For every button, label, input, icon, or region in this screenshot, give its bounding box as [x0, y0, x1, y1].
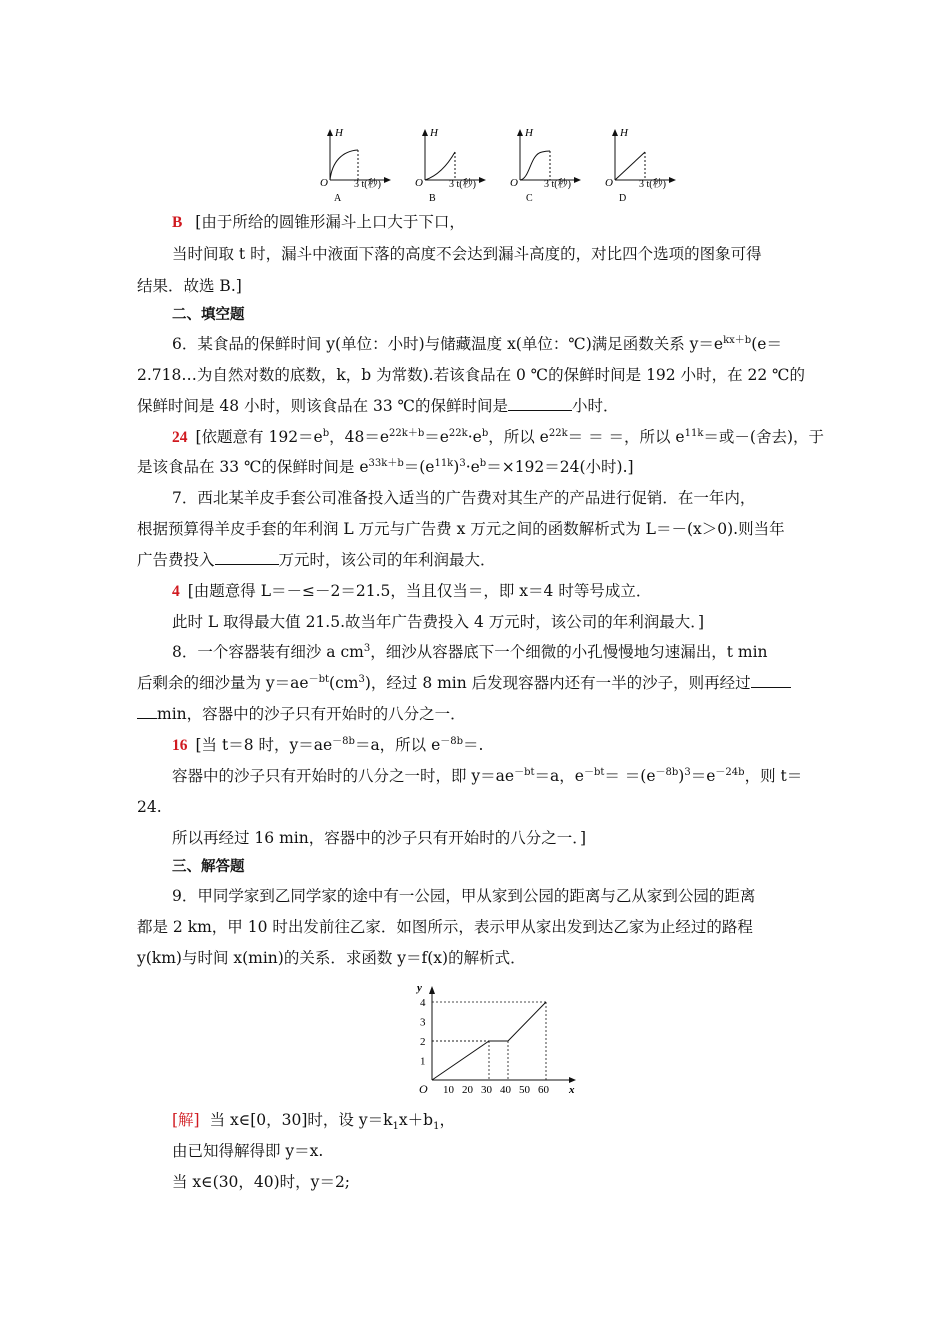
q7-line2: 根据预算得羊皮手套的年利润 L 万元与广告费 x 万元之间的函数解析式为 L＝－(x＞0).则当年 — [137, 520, 785, 538]
x-tick-20: 20 — [462, 1084, 473, 1096]
q9-line1: 9．甲同学家到乙同学家的途中有一公园，甲从家到公园的距离与乙从家到公园的距离 — [172, 887, 756, 905]
q7-answer: 4 — [172, 583, 180, 600]
graph-b-t: 3 t(秒) — [449, 179, 476, 190]
q6-line3: 保鲜时间是 48 小时，则该食品在 33 ℃的保鲜时间是 小时． — [137, 397, 619, 415]
y-tick-3: 3 — [420, 1016, 426, 1029]
q8-blank-part1 — [751, 673, 791, 688]
q6-answer-line2: 是该食品在 33 ℃的保鲜时间是 $e^{33k+b}=(e^{11k})^3\cdot e^b=\times 192=24$(小时).] — [137, 457, 634, 476]
x-tick-40: 40 — [500, 1084, 511, 1096]
q5-explain-2: 当时间取 t 时，漏斗中液面下落的高度不会达到漏斗高度的，对比四个选项的图象可得 — [172, 245, 762, 263]
q7-answer-line2: 此时 L 取得最大值 21.5.故当年广告费投入 4 万元时，该公司的年利润最大．] — [172, 613, 705, 631]
graph-b-h: H — [430, 127, 438, 139]
graph-c-t: 3 t(秒) — [544, 179, 571, 190]
graph-c-label: C — [526, 193, 533, 204]
q8-answer-line4: 所以再经过 16 min，容器中的沙子只有开始时的八分之一．] — [172, 829, 587, 847]
graph-d-o: O — [605, 177, 613, 189]
graph-d-label: D — [619, 193, 627, 204]
q8-line3: min，容器中的沙子只有开始时的八分之一． — [137, 704, 466, 724]
q6-answer: 24 — [172, 429, 188, 446]
graph-option-c — [510, 127, 581, 204]
q6-line1: 6．某食品的保鲜时间 y(单位：小时)与储藏温度 x(单位：℃)满足函数关系 $y=e^{kx+b}(e=$ — [172, 334, 782, 353]
graph-b-o: O — [415, 177, 423, 189]
q6-line2: 2.718…为自然对数的底数，k，b 为常数).若该食品在 0 ℃的保鲜时间是 192 小时，在 22 ℃的 — [137, 366, 806, 384]
q5-answer-line1 — [172, 212, 465, 233]
q8-line1: 8．一个容器装有细沙 a $cm^3$，细沙从容器底下一个细微的小孔慢慢地匀速漏出，t min — [172, 642, 768, 661]
graph-option-b — [415, 127, 486, 204]
graph-c-h: H — [525, 127, 533, 139]
q8-line2: 后剩余的细沙量为 $y=ae^{-bt}(cm^3)$，经过 8 min 后发现容器内还有一半的沙子，则再经过 — [137, 673, 791, 693]
solution-line2: 由已知得解得即 y＝x. — [172, 1142, 324, 1160]
section-fill-blank: 二、填空题 — [172, 307, 245, 323]
solution-line3: 当 x∈(30，40)时，y＝2; — [172, 1173, 351, 1191]
q8-blank-part2 — [137, 704, 157, 719]
graph-b-label: B — [429, 193, 436, 204]
graph-option-d — [605, 127, 676, 204]
x-tick-60: 60 — [538, 1084, 549, 1096]
q5-explain-1: [由于所给的圆锥形漏斗上口大于下口， — [195, 213, 465, 231]
graph-a-h: H — [335, 127, 343, 139]
graph-d-t: 3 t(秒) — [639, 179, 666, 190]
q7-line1: 7．西北某羊皮手套公司准备投入适当的广告费对其生产的产品进行促销．在一年内， — [172, 489, 756, 507]
q9-line2: 都是 2 km，甲 10 时出发前往乙家．如图所示，表示甲从家出发到达乙家为止经过的路程 — [137, 918, 753, 936]
q7-answer-line1: 4 [由题意得 L＝－≤－2＝21.5，当且仅当＝，即 x＝4 时等号成立． — [172, 582, 652, 600]
q6-answer-line1: 24 [依题意有 $192=e^b$，$48=e^{22k+b}=e^{22k}\cdot e^b$，所以 $e^{22k}=$ ＝ ＝，所以 $e^{11k}=$或－(舍去)，于 — [172, 427, 825, 446]
solution-line1: [解] 当 x∈[0，30]时，设 $y=k_1x+b_1$， — [172, 1111, 455, 1133]
graph-c-o: O — [510, 177, 518, 189]
q5-explain-3: 结果．故选 B.] — [137, 277, 242, 295]
graph-a-label: A — [334, 193, 342, 204]
x-tick-10: 10 — [443, 1084, 454, 1096]
section-solve: 三、解答题 — [172, 859, 245, 875]
q6-blank — [508, 396, 572, 411]
option-graphs — [310, 124, 690, 206]
solution-tag: [解] — [172, 1111, 200, 1129]
q9-line3: y(km)与时间 x(min)的关系．求函数 y＝f(x)的解析式． — [137, 949, 526, 967]
q8-answer: 16 — [172, 737, 188, 754]
graph-a-o: O — [320, 177, 328, 189]
graph-y-label: y — [417, 982, 422, 994]
q7-blank — [215, 550, 279, 565]
graph-a-t: 3 t(秒) — [354, 179, 381, 190]
y-tick-2: 2 — [420, 1036, 426, 1048]
y-tick-1: 1 — [420, 1055, 426, 1068]
graph-origin: O — [419, 1082, 428, 1096]
q8-answer-line3: 24. — [137, 798, 162, 816]
y-tick-4: 4 — [420, 997, 426, 1009]
x-tick-30: 30 — [481, 1084, 492, 1096]
q7-line3: 广告费投入 万元时，该公司的年利润最大． — [137, 551, 496, 569]
q5-answer: B — [172, 214, 183, 231]
distance-time-graph — [405, 980, 585, 1098]
q8-answer-line1: 16 [当 t＝8 时，$y=ae^{-8b}=a$，所以 $e^{-8b}=$. — [172, 735, 484, 754]
graph-d-h: H — [620, 127, 628, 139]
graph-x-label: x — [569, 1084, 575, 1096]
q8-answer-line2: 容器中的沙子只有开始时的八分之一时，即 $y=ae^{-bt}=a$，$e^{-bt}= =(e^{-8b})^3=e^{-24b}$，则 t＝ — [172, 766, 803, 785]
graph-option-a — [320, 127, 391, 204]
x-tick-50: 50 — [519, 1084, 530, 1096]
